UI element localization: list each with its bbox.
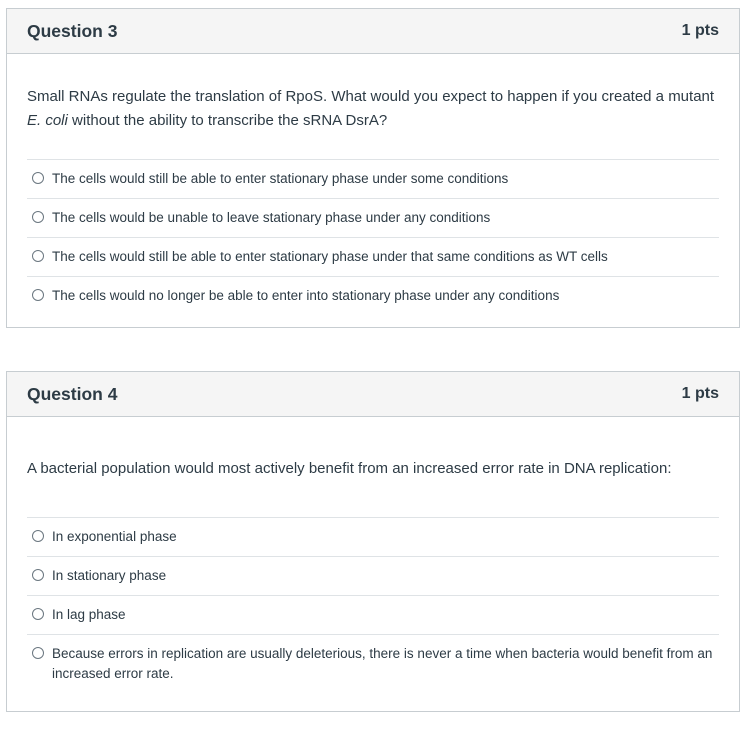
- radio-button[interactable]: [32, 250, 44, 262]
- radio-button[interactable]: [32, 647, 44, 659]
- answer-label: The cells would no longer be able to enter into stationary phase under any conditions: [52, 288, 560, 303]
- radio-button[interactable]: [32, 569, 44, 581]
- answer-label: The cells would still be able to enter stationary phase under some conditions: [52, 171, 509, 186]
- radio-button[interactable]: [32, 211, 44, 223]
- question-title: Question 3: [27, 20, 118, 41]
- answer-option[interactable]: [27, 277, 719, 315]
- question-body: [7, 417, 739, 693]
- answer-option[interactable]: [27, 160, 719, 199]
- answer-list: [27, 517, 719, 693]
- question-text-part2: without the ability to transcribe the sRNA DsrA?: [67, 112, 388, 129]
- answer-label: Because errors in replication are usually deleterious, there is never a time when bacteria would benefit from an increased error rate.: [52, 646, 713, 681]
- question-text: A bacterial population would most actively benefit from an increased error rate in DNA replication:: [27, 460, 672, 477]
- radio-button[interactable]: [32, 172, 44, 184]
- answer-label: In lag phase: [52, 607, 126, 622]
- question-title: Question 4: [27, 383, 118, 404]
- answer-option[interactable]: [27, 635, 719, 693]
- answer-option[interactable]: [27, 596, 719, 635]
- question-3-card: [6, 8, 740, 328]
- answer-label: The cells would still be able to enter stationary phase under that same conditions as WT cells: [52, 249, 608, 264]
- answer-option[interactable]: [27, 557, 719, 596]
- radio-button[interactable]: [32, 289, 44, 301]
- question-4-card: [6, 371, 740, 712]
- answer-label: In exponential phase: [52, 529, 177, 544]
- question-points: 1 pts: [681, 385, 719, 402]
- radio-button[interactable]: [32, 530, 44, 542]
- answer-label: In stationary phase: [52, 568, 167, 583]
- answer-option[interactable]: [27, 518, 719, 557]
- question-text-part1: Small RNAs regulate the translation of RpoS. What would you expect to happen if you created a mutant: [27, 88, 715, 105]
- answer-option[interactable]: [27, 238, 719, 277]
- question-body: [7, 54, 739, 315]
- question-header: [7, 9, 739, 54]
- radio-button[interactable]: [32, 608, 44, 620]
- question-text: [27, 54, 719, 159]
- question-header: [7, 372, 739, 417]
- answer-list: [27, 159, 719, 315]
- question-text-italic: E. coli: [27, 112, 68, 129]
- question-points: 1 pts: [681, 22, 719, 39]
- answer-label: The cells would be unable to leave stationary phase under any conditions: [52, 210, 491, 225]
- answer-option[interactable]: [27, 199, 719, 238]
